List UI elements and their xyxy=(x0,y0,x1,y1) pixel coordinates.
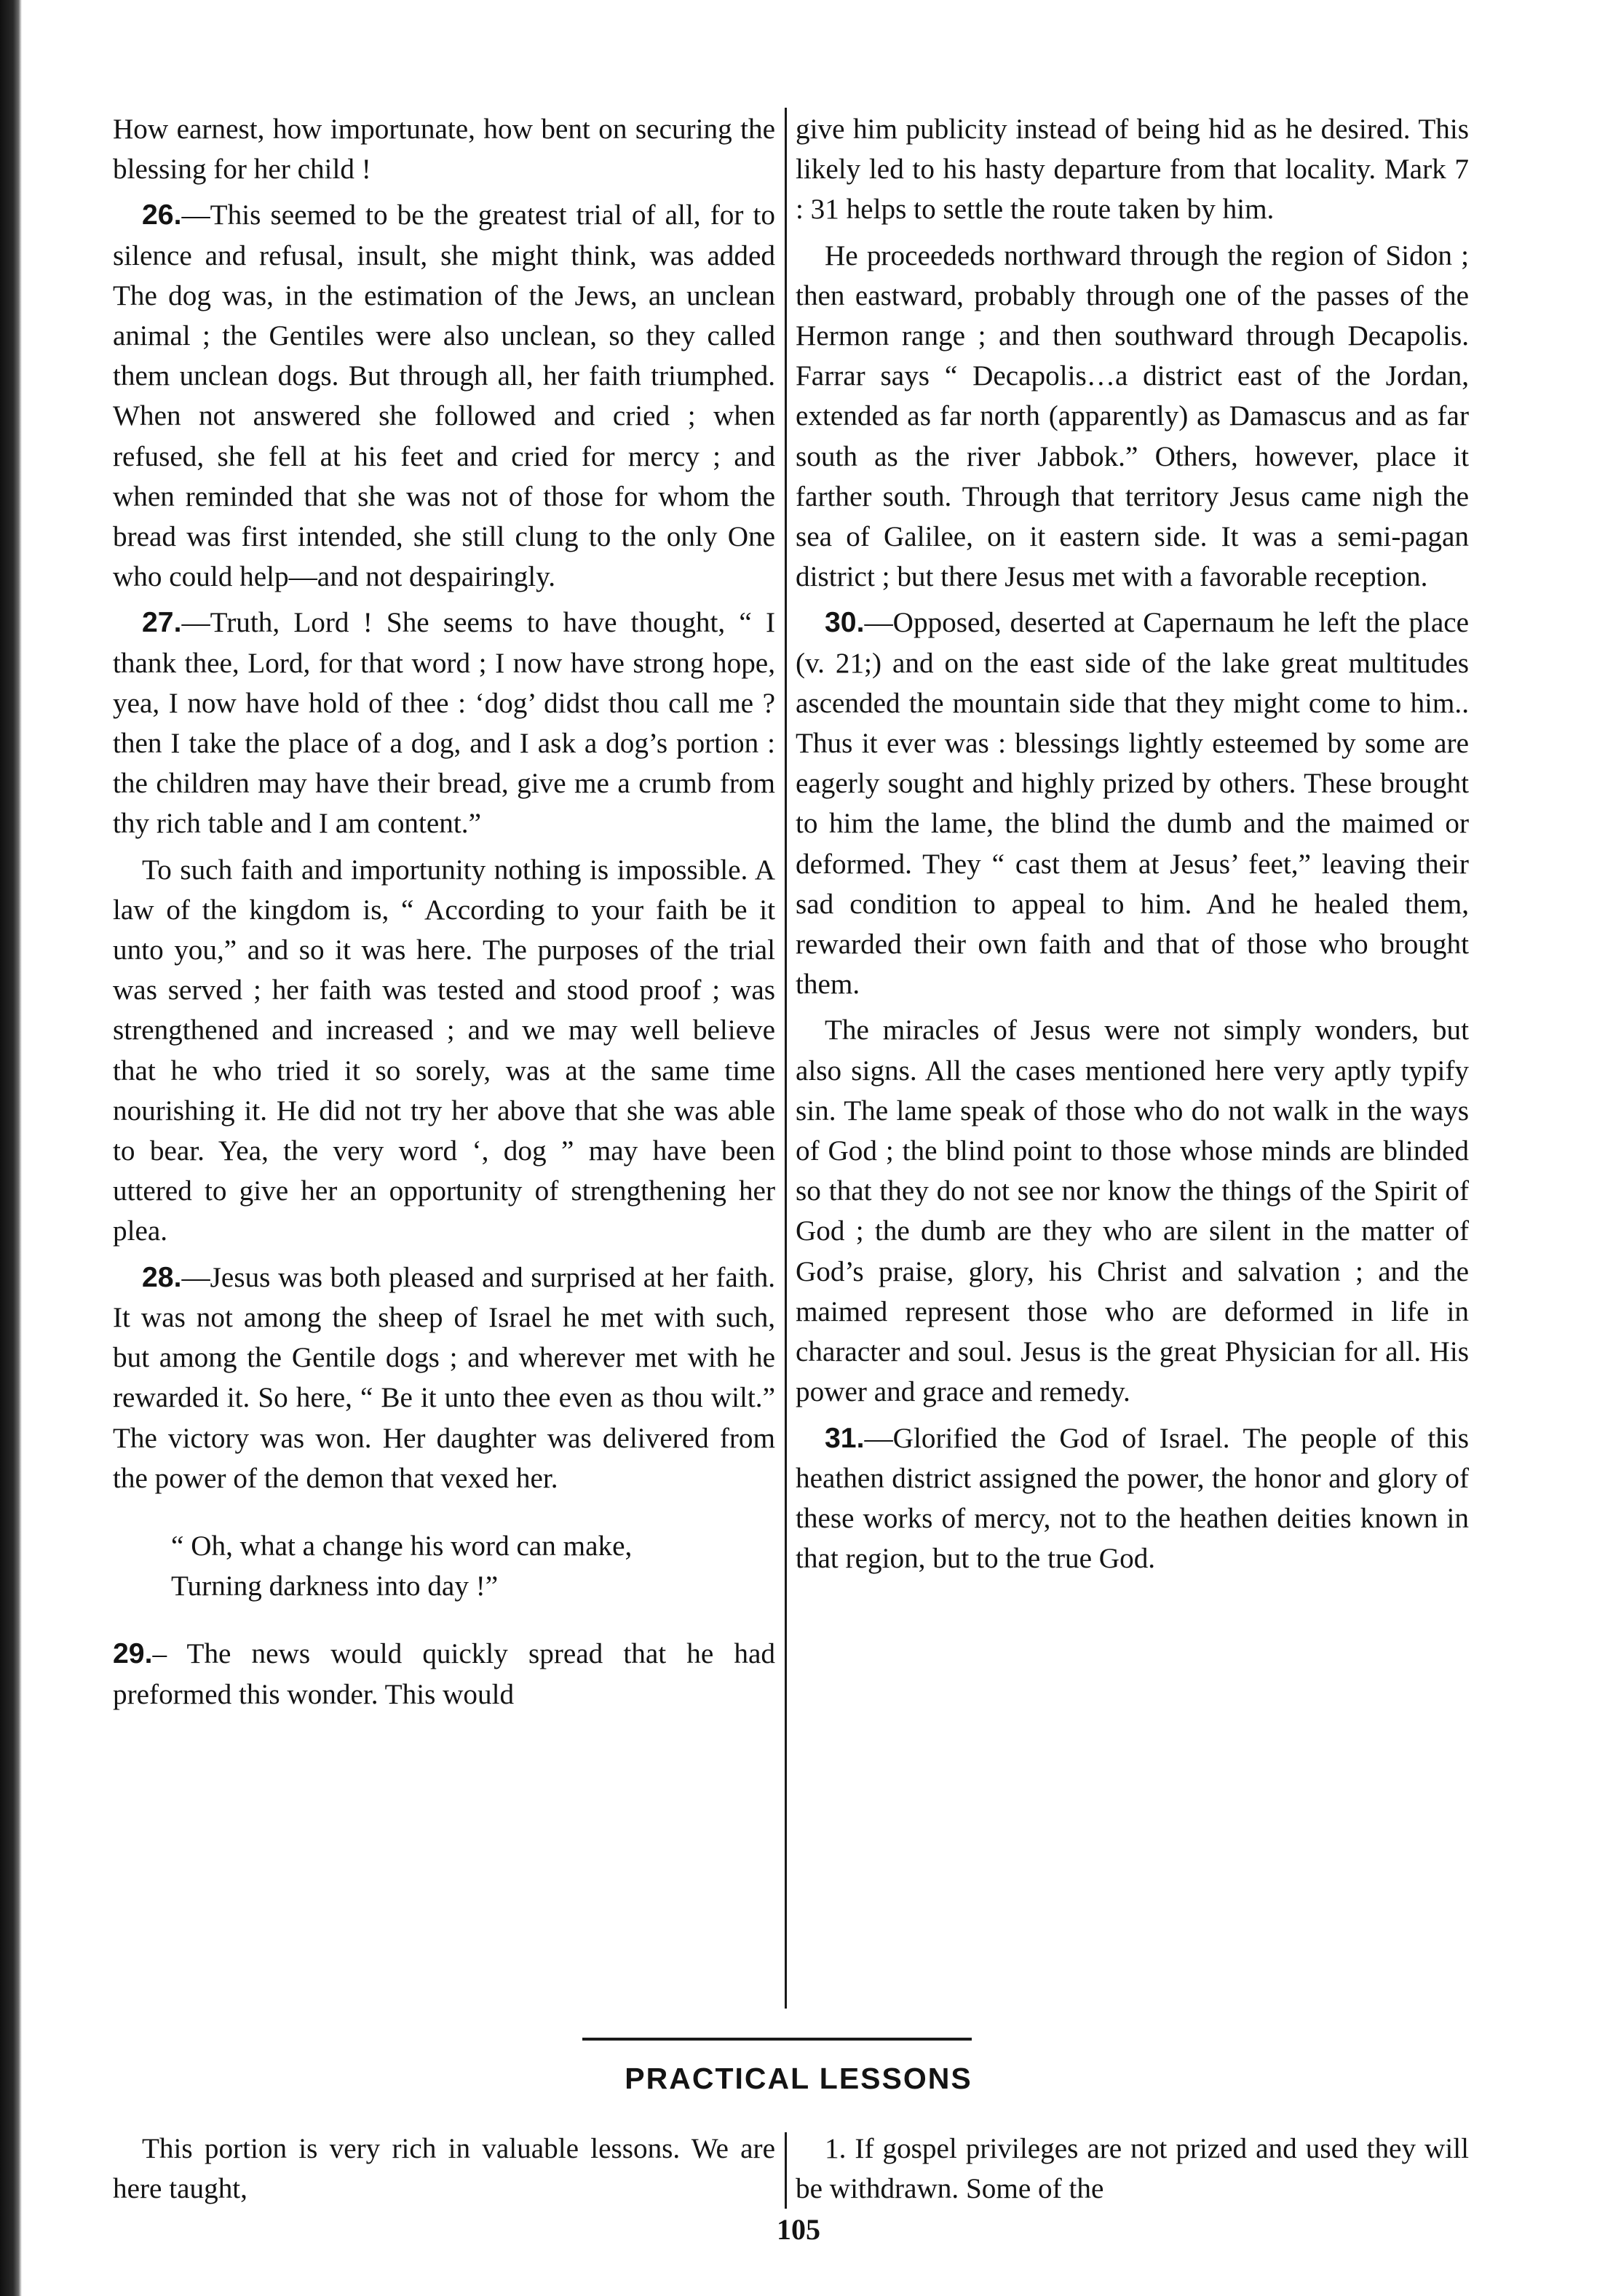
paragraph-text: give him publicity instead of being hid as he desired. This likely led to his hasty departure from that locality. Mark 7 : 31 helps to settle the route taken by him. xyxy=(796,114,1469,226)
paragraph-text: He proceededs northward through the region of Sidon ; then eastward, probably through one of the passes of the Hermon range ; and then southward through Decapolis. Farrar says “ Decapolis…a district east of the Jordan, extended as far north (apparently) as Damascus and as far south as the river Jabbok.” Others, however, place it farther south. Through that territory Jesus came nigh the sea of Galilee, on it eastern side. It was a semi-pagan district ; but there Jesus met with a favorable reception. xyxy=(796,239,1469,593)
paragraph-text: To such faith and importunity nothing is impossible. A law of the kingdom is, “ According to your faith be it unto you,” and so it was here. The purposes of the trial was served ; her faith was tested and stood proof ; was strengthened and increased ; and we may well believe that he who tried it so sorely, was at the same time nourishing it. He did not try her above that she was able to bear. Yea, the very word ‘, dog ” may have been uttered to give her an opportunity of strengthening her plea. xyxy=(113,854,775,1247)
bottom-right-text xyxy=(796,2129,1469,2209)
verse-number: 27. xyxy=(142,607,182,639)
book-binding-edge xyxy=(0,0,22,2296)
paragraph-text: How earnest, how importunate, how bent on securing the blessing for her child ! xyxy=(113,114,775,186)
paragraph xyxy=(796,109,1469,230)
section-separator xyxy=(582,2038,972,2041)
paragraph xyxy=(113,109,775,189)
poem-quote xyxy=(113,1526,775,1606)
section-heading: PRACTICAL LESSONS xyxy=(625,2062,972,2095)
paragraph xyxy=(113,1634,775,1714)
verse-number: 31. xyxy=(825,1422,865,1454)
quote-line: Turning darkness into day !” xyxy=(171,1570,499,1602)
paragraph: 1. If gospel privileges are not prized and used they will be withdrawn. Some of the xyxy=(796,2133,1469,2205)
right-column xyxy=(796,109,1469,1578)
bottom-left-text xyxy=(113,2129,775,2209)
verse-number: 29. xyxy=(113,1638,153,1670)
column-divider xyxy=(785,108,787,2009)
paragraph xyxy=(796,236,1469,597)
paragraph xyxy=(796,1010,1469,1412)
paragraph xyxy=(113,850,775,1252)
paragraph xyxy=(113,1258,775,1498)
paragraph xyxy=(796,603,1469,1004)
column-divider xyxy=(785,2132,787,2209)
paragraph-text: —Glorified the God of Israel. The people of this heathen district assigned the power, the honor and glory of these works of mercy, not to the heathen deities known in that region, but to the true God. xyxy=(796,1422,1469,1575)
paragraph xyxy=(113,603,775,843)
left-column xyxy=(113,109,775,1715)
paragraph: This portion is very rich in valuable lessons. We are here taught, xyxy=(113,2133,775,2205)
paragraph xyxy=(113,195,775,597)
paragraph xyxy=(796,1418,1469,1579)
paragraph-text: —Opposed, deserted at Capernaum he left the place (v. 21;) and on the east side of the lake great multitudes ascended the mountain side that they might come to him.. Thus it ever was : blessings lightly esteemed by some are eagerly sought and highly prized by others. These brought to him the lame, the blind the dumb and the maimed or deformed. They “ cast them at Jesus’ feet,” leaving their sad condition to appeal to him. And he healed them, rewarded their own faith and that of those who brought them. xyxy=(796,607,1469,1001)
paragraph-text: —This seemed to be the greatest trial of all, for to silence and refusal, insult, she might think, was added The dog was, in the estimation of the Jews, an unclean animal ; the Gentiles were also unclean, so they called them unclean dogs. But through all, her faith triumphed. When not answered she followed and cried ; when refused, she fell at his feet and cried for mercy ; and when reminded that she was not of those for whom the bread was first intended, she still clung to the only One who could help—and not despairingly. xyxy=(113,199,775,593)
verse-number: 30. xyxy=(825,607,865,639)
verse-number: 26. xyxy=(142,199,182,231)
verse-number: 28. xyxy=(142,1261,182,1293)
paragraph-text: —Jesus was both pleased and surprised at her faith. It was not among the sheep of Israel he met with such, but among the Gentile dogs ; and wherever met with he rewarded it. So here, “ Be it unto thee even as thou wilt.” The victory was won. Her daughter was delivered from the power of the demon that vexed her. xyxy=(113,1261,775,1494)
quote-line: “ Oh, what a change his word can make, xyxy=(171,1530,633,1562)
paragraph-text: – The news would quickly spread that he had preformed this wonder. This would xyxy=(113,1638,775,1710)
paragraph-text: The miracles of Jesus were not simply wonders, but also signs. All the cases mentioned here very aptly typify sin. The lame speak of those who do not walk in the ways of God ; the blind point to those whose minds are blinded so that they do not see nor know the things of the Spirit of God ; the dumb are they who are silent in the matter of God’s praise, glory, his Christ and salvation ; and the maimed represent those who are deformed in life in character and soul. Jesus is the great Physician for all. His power and grace and remedy. xyxy=(796,1014,1469,1408)
page-number: 105 xyxy=(777,2213,820,2246)
paragraph-text: —Truth, Lord ! She seems to have thought, “ I thank thee, Lord, for that word ; I now have strong hope, yea, I now have hold of thee : ‘dog’ didst thou call me ? then I take the place of a dog, and I ask a dog’s portion : the children may have their bread, give me a crumb from thy rich table and I am content.” xyxy=(113,607,775,840)
